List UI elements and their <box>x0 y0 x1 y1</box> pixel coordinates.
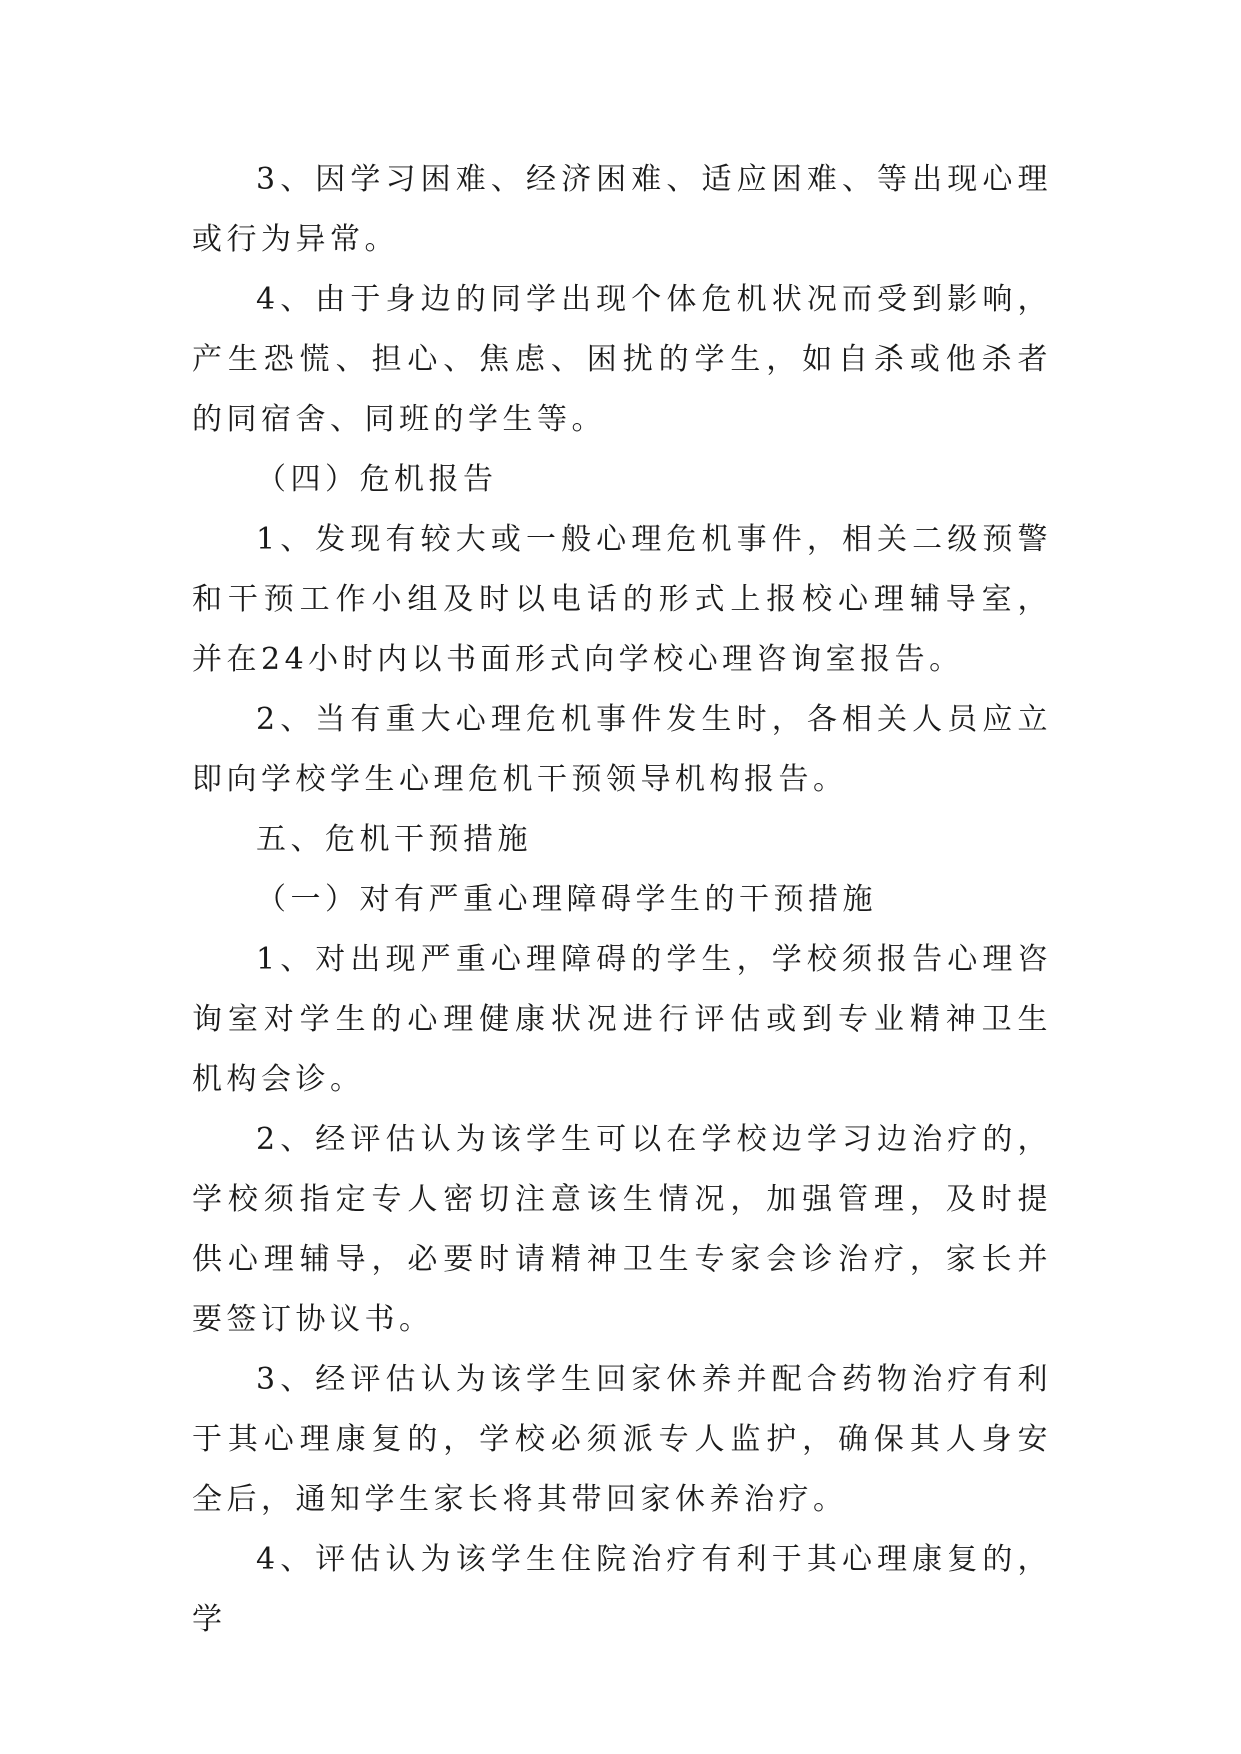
paragraph-measure-4: 4、评估认为该学生住院治疗有利于其心理康复的，学 <box>192 1542 1052 1637</box>
paragraph-item-3: 3、因学习困难、经济困难、适应困难、等出现心理或行为异常。 <box>192 162 1052 257</box>
section-heading-intervention-measures: 五、危机干预措施 <box>256 822 532 857</box>
subsection-heading-severe-disorder: （一）对有严重心理障碍学生的干预措施 <box>256 882 877 917</box>
paragraph-report-2: 2、当有重大心理危机事件发生时，各相关人员应立即向学校学生心理危机干预领导机构报告。 <box>192 702 1052 797</box>
paragraph-report-1: 1、发现有较大或一般心理危机事件，相关二级预警和干预工作小组及时以电话的形式上报校心理辅导室，并在24小时内以书面形式向学校心理咨询室报告。 <box>192 522 1052 677</box>
section-heading-crisis-report: （四）危机报告 <box>256 462 498 497</box>
document-body <box>192 150 1052 1650</box>
paragraph-item-4: 4、由于身边的同学出现个体危机状况而受到影响，产生恐慌、担心、焦虑、困扰的学生，如自杀或他杀者的同宿舍、同班的学生等。 <box>192 282 1052 437</box>
paragraph-measure-3: 3、经评估认为该学生回家休养并配合药物治疗有利于其心理康复的，学校必须派专人监护，确保其人身安全后，通知学生家长将其带回家休养治疗。 <box>192 1362 1052 1517</box>
paragraph-measure-1: 1、对出现严重心理障碍的学生，学校须报告心理咨询室对学生的心理健康状况进行评估或到专业精神卫生机构会诊。 <box>192 942 1052 1097</box>
paragraph-measure-2: 2、经评估认为该学生可以在学校边学习边治疗的，学校须指定专人密切注意该生情况，加强管理，及时提供心理辅导，必要时请精神卫生专家会诊治疗，家长并要签订协议书。 <box>192 1122 1052 1337</box>
